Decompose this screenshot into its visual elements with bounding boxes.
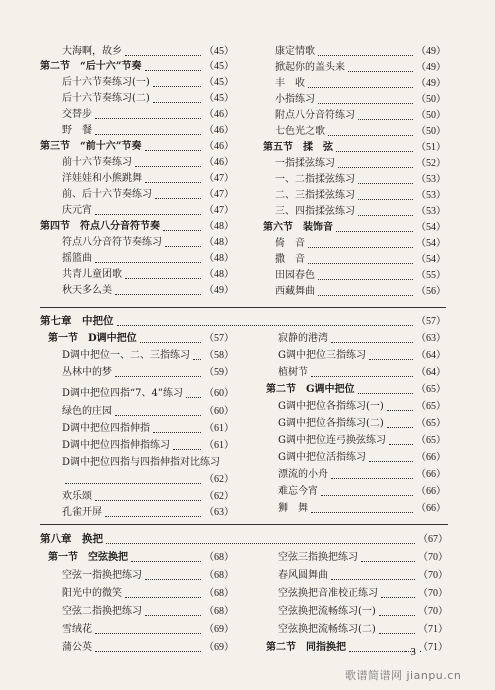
toc-page-number: （50） — [416, 94, 446, 105]
toc-section — [263, 140, 446, 155]
dot-leader — [145, 614, 201, 616]
toc-page-number: （54） — [416, 222, 446, 233]
toc-entry — [278, 467, 446, 482]
toc-title: 后十六节奏练习(一) — [62, 77, 150, 88]
toc-title: 附点八分音符练习 — [275, 110, 355, 121]
toc-page-number: （47） — [204, 189, 234, 200]
dot-leader — [348, 70, 413, 72]
toc-title: 蒲公英 — [62, 642, 92, 653]
toc-title: G调中把位各指练习(一) — [278, 401, 384, 412]
dot-leader — [106, 542, 415, 544]
dot-leader — [331, 578, 415, 580]
toc-entry — [275, 60, 446, 75]
toc-entry — [62, 586, 234, 601]
toc-title: 三、四指揉弦练习 — [275, 206, 355, 217]
toc-title: 撒 音 — [275, 254, 305, 265]
toc-title: 空弦二指换把练习 — [62, 606, 142, 617]
toc-title: 野 餐 — [62, 125, 92, 136]
toc-entry — [62, 568, 234, 583]
toc-title: 洋娃娃和小熊跳舞 — [62, 173, 142, 184]
dot-leader — [336, 150, 413, 152]
toc-entry — [62, 472, 234, 487]
toc-title: 阳光中的微笑 — [62, 588, 122, 599]
toc-entry — [62, 455, 232, 470]
toc-entry — [62, 505, 234, 520]
toc-entry — [275, 188, 446, 203]
toc-page-number: （63） — [204, 507, 234, 518]
dot-leader — [95, 499, 201, 501]
dot-leader — [145, 69, 201, 71]
toc-title: 植树节 — [278, 367, 308, 378]
toc-title: D调中把位四指与四指伸指对比练习 — [62, 457, 221, 468]
toc-title: D调中把位四指伸指 — [62, 423, 151, 434]
toc-title: 第二节 “后十六”节奏 — [40, 61, 142, 72]
dot-leader — [361, 560, 415, 562]
dot-leader — [358, 182, 413, 184]
dot-leader — [125, 277, 201, 279]
dot-leader — [155, 197, 201, 199]
dot-leader — [358, 198, 413, 200]
dot-leader — [318, 278, 413, 280]
toc-page-number: （48） — [204, 269, 234, 280]
toc-section — [40, 59, 234, 74]
toc-entry — [278, 399, 446, 414]
toc-page-number: （48） — [204, 221, 234, 232]
dot-leader — [186, 396, 201, 398]
toc-page-number: （45） — [204, 77, 234, 88]
toc-title: 第三节 “前十六”节奏 — [40, 141, 142, 152]
toc-entry — [278, 550, 448, 565]
toc-page-number: （57） — [204, 333, 234, 344]
toc-page-number: （61） — [204, 423, 234, 434]
toc-page-number: （45） — [204, 93, 234, 104]
toc-page-number: （46） — [204, 157, 234, 168]
toc-title: 丛林中的梦 — [62, 367, 112, 378]
dot-leader — [331, 341, 413, 343]
toc-title: 七色光之歌 — [275, 126, 325, 137]
toc-section — [40, 139, 234, 154]
dot-leader — [389, 443, 413, 445]
toc-title: 一、二指揉弦练习 — [275, 174, 355, 185]
dot-leader — [311, 511, 413, 513]
dot-leader — [115, 293, 201, 295]
toc-title: 秋天多么美 — [62, 285, 112, 296]
toc-page-number: （49） — [416, 78, 446, 89]
toc-title: 前十六节奏练习 — [62, 157, 132, 168]
toc-section — [266, 382, 446, 397]
toc-page-number: （45） — [204, 46, 234, 57]
toc-page-number: （66） — [416, 486, 446, 497]
dot-leader — [338, 166, 413, 168]
toc-page-number: （49） — [416, 62, 446, 73]
toc-title: 第五节 揉 弦 — [263, 142, 333, 153]
toc-title: 小指练习 — [275, 94, 315, 105]
toc-page-number: （62） — [204, 491, 234, 502]
toc-page-number: （55） — [416, 270, 446, 281]
toc-entry — [278, 568, 448, 583]
toc-entry — [278, 450, 446, 465]
dot-leader — [308, 262, 413, 264]
toc-entry — [275, 172, 446, 187]
toc-page-number: （48） — [204, 253, 234, 264]
toc-title: 狮 舞 — [278, 503, 308, 514]
toc-page-number: （66） — [416, 469, 446, 480]
toc-entry — [62, 171, 234, 186]
toc-title: 春风圆舞曲 — [278, 570, 328, 581]
toc-page-number: （54） — [416, 254, 446, 265]
dot-leader — [381, 596, 415, 598]
toc-page-number: （53） — [416, 206, 446, 217]
dot-leader — [369, 358, 413, 360]
toc-page-number: （49） — [416, 46, 446, 57]
dot-leader — [105, 515, 201, 517]
dot-leader — [331, 477, 413, 479]
toc-entry — [62, 203, 234, 218]
dot-leader — [328, 134, 413, 136]
toc-entry — [62, 438, 234, 453]
toc-page-number: （64） — [416, 350, 446, 361]
dot-leader — [369, 460, 413, 462]
toc-title: 空弦换把流畅练习(二) — [278, 624, 376, 635]
toc-title: 康定情歌 — [275, 46, 315, 57]
dot-leader — [95, 261, 201, 263]
toc-section — [40, 219, 234, 234]
toc-entry — [62, 235, 234, 250]
toc-entry — [62, 187, 234, 202]
toc-page-number: （53） — [416, 190, 446, 201]
toc-title: 符点八分音符节奏练习 — [62, 237, 162, 248]
toc-page-number: （61） — [204, 440, 234, 451]
toc-page-number: （46） — [204, 141, 234, 152]
dot-leader — [163, 229, 201, 231]
toc-title: 空弦一指换把练习 — [62, 570, 142, 581]
toc-page-number: （62） — [204, 474, 234, 485]
dot-leader — [387, 409, 413, 411]
toc-entry — [275, 268, 446, 283]
toc-title: 第六节 装饰音 — [263, 222, 333, 233]
toc-entry — [62, 107, 234, 122]
toc-entry — [62, 155, 234, 170]
toc-title: D调中把位一、二、三指练习 — [62, 350, 191, 361]
dot-leader — [145, 578, 201, 580]
dot-leader — [135, 165, 201, 167]
toc-page-number: （69） — [204, 624, 234, 635]
dot-leader — [358, 392, 413, 394]
toc-page-number: （66） — [416, 452, 446, 463]
toc-entry — [62, 404, 234, 419]
toc-title: 大海啊，故乡 — [62, 46, 122, 57]
toc-title: 寂静的港湾 — [278, 333, 328, 344]
dot-leader — [115, 375, 201, 377]
toc-title: 田园春色 — [275, 270, 315, 281]
toc-title: 难忘今宵 — [278, 486, 318, 497]
toc-title: 前、后十六节奏练习 — [62, 189, 152, 200]
toc-page-number: （68） — [204, 570, 234, 581]
toc-page-number: （71） — [418, 624, 448, 635]
toc-page-number: （65） — [416, 418, 446, 429]
toc-entry — [62, 267, 234, 282]
dot-leader — [193, 358, 201, 360]
toc-title: 第一节 空弦换把 — [48, 552, 128, 563]
dot-leader — [125, 596, 201, 598]
toc-title: 欢乐颂 — [62, 491, 92, 502]
toc-title: G调中把位活指练习 — [278, 452, 366, 463]
toc-entry — [275, 252, 446, 267]
toc-page-number: （47） — [204, 173, 234, 184]
toc-page-number: （68） — [204, 588, 234, 599]
page-number: · 3 · — [404, 646, 423, 658]
toc-entry — [62, 251, 234, 266]
chapter-divider — [40, 307, 446, 309]
dot-leader — [153, 101, 201, 103]
toc-title: 一指揉弦练习 — [275, 158, 335, 169]
toc-page-number: （60） — [204, 388, 234, 399]
dot-leader — [379, 632, 415, 634]
toc-page-number: （60） — [204, 406, 234, 417]
toc-page-number: （67） — [418, 534, 448, 545]
toc-page-number: （51） — [416, 142, 446, 153]
toc-title: 空弦换把流畅练习(一) — [278, 606, 376, 617]
toc-entry — [62, 489, 234, 504]
toc-title: 掀起你的盖头来 — [275, 62, 345, 73]
toc-entry — [278, 604, 448, 619]
dot-leader — [131, 560, 201, 562]
toc-title: 第八章 换把 — [40, 533, 103, 545]
toc-page-number: （48） — [204, 237, 234, 248]
toc-title: 交替步 — [62, 109, 92, 120]
toc-page-number: （49） — [204, 285, 234, 296]
toc-entry — [62, 123, 234, 138]
toc-title: 雪绒花 — [62, 624, 92, 635]
dot-leader — [173, 448, 201, 450]
dot-leader — [153, 431, 201, 433]
toc-section — [48, 550, 234, 565]
toc-page-number: （70） — [418, 570, 448, 581]
toc-title: G调中把位连弓换弦练习 — [278, 435, 386, 446]
dot-leader — [115, 414, 201, 416]
toc-entry — [62, 44, 234, 59]
toc-entry — [278, 501, 446, 516]
toc-page-number: （63） — [416, 333, 446, 344]
toc-page-number: （66） — [416, 503, 446, 514]
toc-title: 庆元宵 — [62, 205, 92, 216]
toc-entry — [275, 156, 446, 171]
toc-page-number: （65） — [416, 384, 446, 395]
toc-page-number: （59） — [204, 367, 234, 378]
toc-title: G调中把位三指练习 — [278, 350, 366, 361]
toc-chapter — [40, 314, 446, 329]
toc-entry — [275, 236, 446, 251]
toc-page-number: （45） — [204, 61, 234, 72]
dot-leader — [387, 426, 413, 428]
toc-entry — [278, 365, 446, 380]
dot-leader — [311, 375, 413, 377]
toc-page-number: （46） — [204, 109, 234, 120]
toc-entry — [275, 284, 446, 299]
toc-title: 第二节 G调中把位 — [266, 384, 355, 395]
toc-title: D调中把位四指伸指练习 — [62, 440, 171, 451]
toc-page-number: （47） — [204, 205, 234, 216]
dot-leader — [95, 133, 201, 135]
toc-page-number: （70） — [418, 606, 448, 617]
toc-entry — [278, 622, 448, 637]
toc-title: 丰 收 — [275, 78, 305, 89]
toc-entry — [275, 92, 446, 107]
toc-page-number: （70） — [418, 552, 448, 563]
toc-title: 第七章 中把位 — [40, 315, 114, 327]
toc-page-number: （68） — [204, 552, 234, 563]
dot-leader — [308, 246, 413, 248]
toc-page-number: （68） — [204, 606, 234, 617]
toc-entry — [62, 365, 234, 380]
dot-leader — [125, 54, 201, 56]
dot-leader — [95, 213, 201, 215]
toc-entry — [278, 416, 446, 431]
toc-section — [263, 220, 446, 235]
toc-entry — [278, 348, 446, 363]
toc-page-number: （56） — [416, 286, 446, 297]
dot-leader — [145, 149, 201, 151]
dot-leader — [95, 650, 201, 652]
dot-leader — [379, 614, 415, 616]
toc-entry — [278, 586, 448, 601]
toc-entry — [275, 124, 446, 139]
dot-leader — [321, 494, 413, 496]
toc-entry — [275, 108, 446, 123]
toc-page-number: （71） — [418, 642, 448, 653]
dot-leader — [65, 482, 201, 484]
dot-leader — [165, 245, 201, 247]
toc-entry — [62, 348, 234, 363]
watermark-text: 歌谱简谱网 jianpu.cn — [345, 669, 462, 682]
toc-page-number: （54） — [416, 238, 446, 249]
toc-title: 第二节 同指换把 — [266, 642, 346, 653]
toc-page-number: （53） — [416, 174, 446, 185]
toc-title: 倚 音 — [275, 238, 305, 249]
dot-leader — [318, 54, 413, 56]
toc-title: D调中把位四指“7、4”练习 — [62, 388, 183, 399]
chapter-divider — [40, 524, 448, 526]
toc-page-number: （69） — [204, 642, 234, 653]
toc-entry — [275, 76, 446, 91]
toc-page-number: （46） — [204, 125, 234, 136]
dot-leader — [153, 85, 201, 87]
dot-leader — [95, 117, 201, 119]
toc-entry — [275, 204, 446, 219]
toc-page-number: （50） — [416, 126, 446, 137]
dot-leader — [358, 118, 413, 120]
dot-leader — [95, 632, 201, 634]
toc-page-number: （58） — [204, 350, 234, 361]
toc-entry — [62, 75, 234, 90]
dot-leader — [140, 341, 201, 343]
dot-leader — [318, 102, 413, 104]
toc-page-number: （52） — [416, 158, 446, 169]
dot-leader — [145, 181, 201, 183]
toc-chapter — [40, 532, 448, 547]
toc-page-number: （57） — [416, 316, 446, 327]
toc-page-number: （50） — [416, 110, 446, 121]
toc-entry — [62, 640, 234, 655]
dot-leader — [358, 214, 413, 216]
toc-title: 漂流的小舟 — [278, 469, 328, 480]
toc-entry — [62, 604, 234, 619]
toc-page-number: （65） — [416, 435, 446, 446]
toc-page-number: （70） — [418, 588, 448, 599]
toc-entry — [62, 622, 234, 637]
toc-title: 共青儿童团歌 — [62, 269, 122, 280]
dot-leader — [117, 324, 414, 326]
toc-title: 第一节 D调中把位 — [48, 333, 137, 344]
toc-entry — [62, 421, 234, 436]
toc-title: 空弦三指换把练习 — [278, 552, 358, 563]
toc-entry — [278, 331, 446, 346]
toc-entry — [278, 433, 446, 448]
toc-title: 西藏舞曲 — [275, 286, 315, 297]
toc-title: 二、三指揉弦练习 — [275, 190, 355, 201]
dot-leader — [308, 86, 413, 88]
toc-title: 空弦换把音准校正练习 — [278, 588, 378, 599]
dot-leader — [336, 230, 413, 232]
toc-entry — [62, 91, 234, 106]
toc-title: 摇篮曲 — [62, 253, 92, 264]
toc-entry — [62, 283, 234, 298]
toc-title: 绿色的庄园 — [62, 406, 112, 417]
toc-title: G调中把位各指练习(二) — [278, 418, 384, 429]
toc-entry — [278, 484, 446, 499]
toc-title: 孔雀开屏 — [62, 507, 102, 518]
toc-page-number: （65） — [416, 401, 446, 412]
toc-entry — [275, 44, 446, 59]
toc-title: 后十六节奏练习(二) — [62, 93, 150, 104]
toc-entry — [62, 386, 234, 401]
dot-leader — [318, 294, 413, 296]
toc-section — [48, 331, 234, 346]
toc-title: 第四节 符点八分音符节奏 — [40, 221, 160, 232]
toc-page-number: （64） — [416, 367, 446, 378]
